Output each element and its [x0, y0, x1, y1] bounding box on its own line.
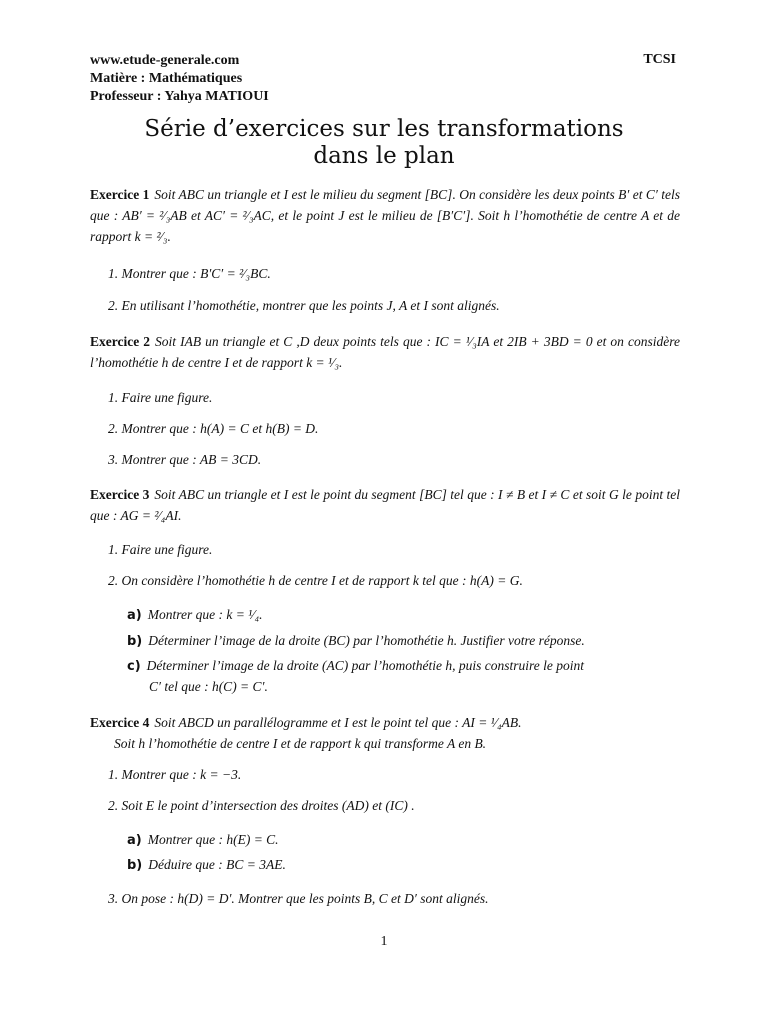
exercise-3-sub-c [127, 656, 680, 697]
exercise-4-sub-a [127, 830, 680, 851]
sub-text: Déterminer l’image de la droite (BC) par l’homothétie h. Justifier votre réponse. [148, 633, 585, 648]
exercise-4-item-3: 3. On pose : h(D) = D′. Montrer que les points B, C et D′ sont alignés. [108, 891, 489, 906]
title-line-1: Série d’exercices sur les transformations [144, 116, 624, 142]
exercise-2-statement: Soit IAB un triangle et C ,D deux points tels que : IC = ¹⁄₃IA et 2IB + 3BD = 0 et on considère l’homothétie h de centre I et de rapport k = ¹⁄₃. [90, 334, 680, 370]
website-link[interactable]: www.etude-generale.com [90, 53, 240, 68]
exercise-2-item-1: 1. Faire une figure. [108, 390, 213, 405]
exercise-3-statement: Soit ABC un triangle et I est le point du segment [BC] tel que : I ≠ B et I ≠ C et soit G le point tel que : AG = ²⁄₄AI. [90, 487, 680, 523]
exercise-1-statement: Soit ABC un triangle et I est le milieu du segment [BC]. On considère les deux points B′ et C′ tels que : AB′ = ²⁄₃AB et AC′ = ²⁄₃AC, et le point J est le milieu de [B′C′]. Soit h l’homothétie de centre A et de rapport k = ²⁄₃. [90, 187, 680, 244]
page-title [90, 116, 678, 170]
exercise-3-item-1: 1. Faire une figure. [108, 542, 213, 557]
exercise-3-sub-a [127, 605, 680, 626]
sub-label: b) [127, 634, 143, 649]
exercise-1 [90, 184, 680, 247]
sub-label: b) [127, 858, 143, 873]
exercise-1-item-2: 2. En utilisant l’homothétie, montrer que les points J, A et I sont alignés. [108, 298, 500, 313]
sub-label: a) [127, 833, 142, 848]
exercise-2-item-3: 3. Montrer que : AB = 3CD. [108, 452, 262, 467]
exercise-4-statement: Soit ABCD un parallélogramme et I est le point tel que : AI = ¹⁄₄AB. [154, 715, 522, 730]
sub-label: c) [127, 659, 141, 674]
title-line-2: dans le plan [313, 143, 455, 169]
sub-label: a) [127, 608, 142, 623]
exercise-1-item-1: 1. Montrer que : B′C′ = ²⁄₃BC. [108, 266, 271, 281]
teacher-line: Professeur : Yahya MATIOUI [90, 89, 269, 104]
exercise-3-sub-b [127, 631, 680, 652]
page-number: 1 [380, 934, 388, 949]
exercise-4-item-2: 2. Soit E le point d’intersection des droites (AD) et (IC) . [108, 798, 415, 813]
sub-text: Montrer que : h(E) = C. [147, 832, 279, 847]
subject-line: Matière : Mathématiques [90, 71, 243, 86]
level-label: TCSI [643, 52, 676, 67]
exercise-2-label: Exercice 2 [90, 334, 151, 349]
sub-text: Montrer que : k = ¹⁄₄. [147, 607, 263, 622]
exercise-1-label: Exercice 1 [90, 187, 150, 202]
exercise-4-item-1: 1. Montrer que : k = −3. [108, 767, 242, 782]
exercise-3-label: Exercice 3 [90, 487, 150, 502]
sub-text-continued: C′ tel que : h(C) = C′. [149, 679, 268, 694]
sub-text: Déduire que : BC = 3AE. [148, 857, 286, 872]
exercise-4-statement-2: Soit h l’homothétie de centre I et de rapport k qui transforme A en B. [114, 736, 487, 751]
exercise-3 [90, 484, 680, 526]
header-block [90, 52, 269, 106]
exercise-3-item-2: 2. On considère l’homothétie h de centre I et de rapport k tel que : h(A) = G. [108, 573, 523, 588]
exercise-2 [90, 331, 680, 373]
exercise-2-item-2: 2. Montrer que : h(A) = C et h(B) = D. [108, 421, 319, 436]
exercise-4-sub-b [127, 855, 680, 876]
exercise-4-label: Exercice 4 [90, 715, 150, 730]
sub-text: Déterminer l’image de la droite (AC) par l’homothétie h, puis construire le point [146, 658, 584, 673]
exercise-4 [90, 712, 680, 754]
